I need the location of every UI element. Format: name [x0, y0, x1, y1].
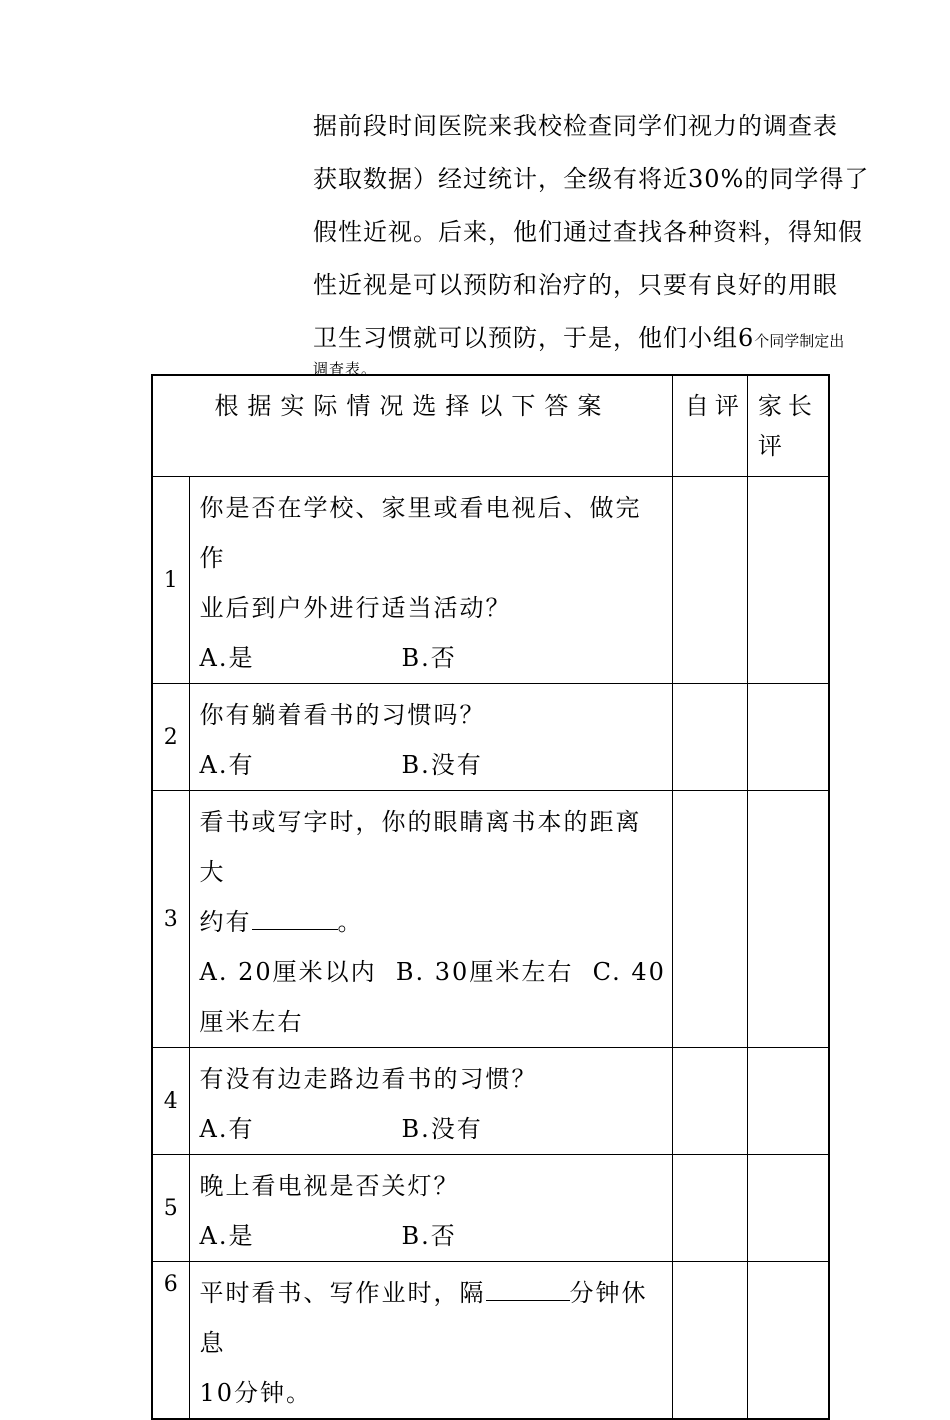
question-text-fragment: 平时看书、写作业时，隔 — [199, 1279, 486, 1307]
options — [200, 1104, 666, 1154]
table-row — [152, 1262, 829, 1420]
question-text-line: 晚上看电视是否关灯？ — [199, 1172, 460, 1200]
self-score-cell[interactable] — [672, 791, 747, 1048]
header-row — [152, 375, 829, 477]
self-score-cell[interactable] — [672, 1048, 747, 1155]
question-cell — [189, 1262, 672, 1420]
row-number: 2 — [152, 684, 189, 791]
parent-score-cell[interactable] — [747, 1262, 829, 1420]
answer-blank[interactable] — [252, 899, 338, 930]
header-parent-line1: 家长 — [757, 392, 818, 420]
question-text-line — [200, 897, 666, 947]
option-b[interactable]: B.没有 — [401, 1115, 483, 1143]
table-row — [152, 791, 829, 1048]
options — [200, 633, 666, 683]
options — [200, 1211, 666, 1261]
intro-line-5 — [313, 312, 873, 365]
options-line: 厘米左右 — [199, 1008, 304, 1036]
row-number: 4 — [152, 1048, 189, 1155]
option-a[interactable]: A.是 — [199, 1222, 255, 1250]
intro-line-4: 性近视是可以预防和治疗的，只要有良好的用眼 — [313, 271, 838, 299]
self-score-cell[interactable] — [672, 1155, 747, 1262]
question-text-fragment: 。 — [337, 908, 364, 936]
table-row — [152, 1155, 829, 1262]
row-number: 3 — [152, 791, 189, 1048]
table-row — [152, 684, 829, 791]
parent-score-cell[interactable] — [747, 791, 829, 1048]
answer-blank[interactable] — [486, 1270, 570, 1301]
row-number: 5 — [152, 1155, 189, 1262]
option-b[interactable]: B.没有 — [401, 751, 483, 779]
question-text-line — [200, 1268, 666, 1368]
intro-line-6: 调查表。 — [313, 360, 378, 378]
option-a[interactable]: A.有 — [199, 1115, 255, 1143]
options-line: A. 20厘米以内 B. 30厘米左右 C. 40 — [199, 958, 666, 986]
question-text-fragment: 分钟休息 — [199, 1279, 648, 1357]
question-text-line: 看书或写字时，你的眼睛离书本的距离大 — [199, 808, 642, 886]
question-text-line: 你有躺着看书的习惯吗？ — [199, 701, 486, 729]
header-parent-cell — [747, 375, 829, 477]
header-self-cell — [672, 375, 747, 477]
question-text-fragment: 约有 — [199, 908, 252, 936]
header-question-cell — [152, 375, 672, 477]
intro-line-1: 据前段时间医院来我校检查同学们视力的调查表 — [313, 112, 838, 140]
options — [200, 740, 666, 790]
question-text-line: 业后到户外进行适当活动？ — [199, 594, 512, 622]
survey-table — [151, 374, 830, 1420]
parent-score-cell[interactable] — [747, 684, 829, 791]
header-self: 自评 — [684, 392, 745, 420]
question-cell — [189, 477, 672, 684]
intro-paragraph — [313, 100, 873, 381]
table-row — [152, 477, 829, 684]
intro-line-5-main: 卫生习惯就可以预防，于是，他们小组6 — [313, 324, 755, 352]
question-text-line: 你是否在学校、家里或看电视后、做完作 — [199, 494, 642, 572]
self-score-cell[interactable] — [672, 1262, 747, 1420]
intro-line-2: 获取数据）经过统计，全级有将近30%的同学得了 — [313, 165, 870, 193]
table-row — [152, 1048, 829, 1155]
row-number: 6 — [152, 1262, 189, 1420]
row-number: 1 — [152, 477, 189, 684]
question-cell — [189, 791, 672, 1048]
intro-line-3: 假性近视。后来，他们通过查找各种资料，得知假 — [313, 218, 863, 246]
option-a[interactable]: A.是 — [199, 644, 255, 672]
question-cell — [189, 1155, 672, 1262]
parent-score-cell[interactable] — [747, 1048, 829, 1155]
question-text-line: 10分钟。 — [199, 1379, 313, 1407]
question-cell — [189, 1048, 672, 1155]
self-score-cell[interactable] — [672, 477, 747, 684]
header-question: 根据实际情况选择以下答案 — [214, 392, 611, 420]
option-b[interactable]: B.否 — [401, 644, 457, 672]
parent-score-cell[interactable] — [747, 1155, 829, 1262]
question-text-line: 有没有边走路边看书的习惯？ — [199, 1065, 538, 1093]
intro-line-5-small: 个同学制定出 — [754, 332, 845, 350]
question-cell — [189, 684, 672, 791]
self-score-cell[interactable] — [672, 684, 747, 791]
option-a[interactable]: A.有 — [199, 751, 255, 779]
parent-score-cell[interactable] — [747, 477, 829, 684]
header-parent-line2: 评 — [757, 432, 788, 460]
option-b[interactable]: B.否 — [401, 1222, 457, 1250]
